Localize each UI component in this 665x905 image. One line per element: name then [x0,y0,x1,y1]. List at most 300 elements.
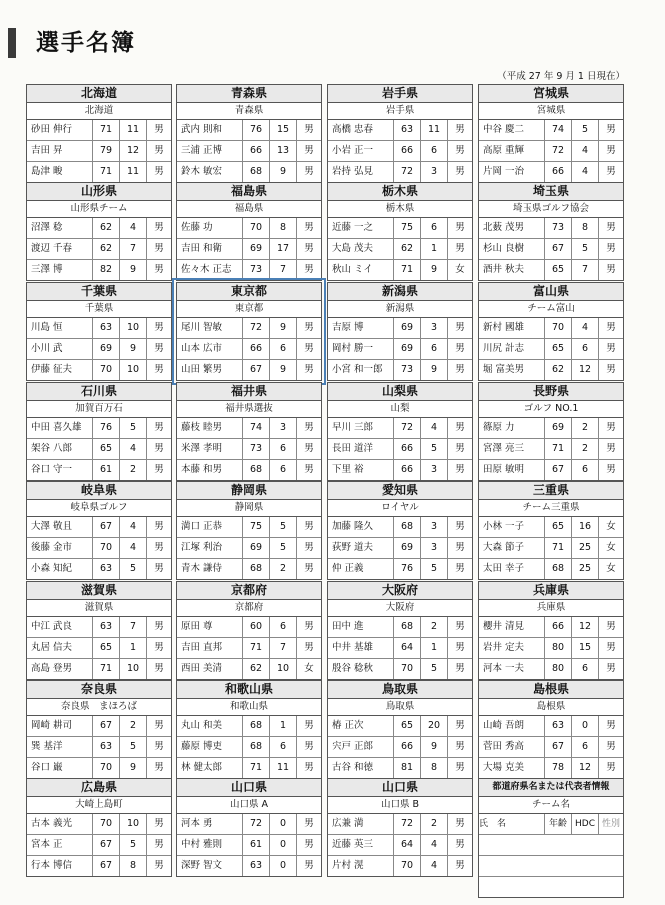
player-age: 67 [93,835,120,855]
player-sex: 男 [154,264,164,275]
header-hdc: HDC [572,814,599,834]
player-row [177,758,321,778]
player-name: 中井 基雄 [328,638,394,658]
player-sex: 男 [606,621,616,632]
team-name: 北海道 [27,103,171,120]
team-name: 京都府 [177,600,321,617]
player-name: 篠原 力 [479,418,545,438]
player-name: 河本 勇 [177,814,243,834]
player-sex: 男 [154,464,164,475]
player-hdc: 3 [421,460,448,480]
player-age: 70 [243,218,270,238]
player-row [328,638,472,659]
team-name: 岐阜県ゴルフ [27,500,171,517]
player-row [177,856,321,876]
player-age: 63 [93,559,120,579]
player-name: 杉山 良樹 [479,239,545,259]
player-hdc: 11 [270,758,297,778]
reference-team-label: チーム名 [479,797,623,814]
prefecture-block [478,581,624,680]
player-name: 吉田 直邦 [177,638,243,658]
player-hdc: 4 [120,439,147,459]
player-row [328,260,472,280]
player-name: 尾川 智敏 [177,318,243,338]
prefecture-name: 島根県 [479,681,623,699]
header-name: 氏 名 [479,814,545,834]
player-sex: 男 [455,145,465,156]
prefecture-name: 岩手県 [328,85,472,103]
prefecture-name: 栃木県 [328,183,472,201]
player-row [328,538,472,559]
player-sex: 男 [304,422,314,433]
player-name: 近藤 英三 [328,835,394,855]
team-name: 和歌山県 [177,699,321,716]
player-row [479,758,623,778]
team-name: チーム三重県 [479,500,623,517]
player-name: 田中 進 [328,617,394,637]
player-sex: 男 [304,563,314,574]
player-row [27,559,171,579]
player-hdc: 1 [421,239,448,259]
player-age: 66 [545,162,572,182]
player-row [177,218,321,239]
player-age: 62 [93,239,120,259]
player-age: 72 [243,318,270,338]
player-hdc: 4 [120,517,147,537]
player-hdc: 11 [421,120,448,140]
player-name: 林 健太郎 [177,758,243,778]
player-hdc: 4 [572,318,599,338]
player-row [479,360,623,380]
player-name: 架谷 八郎 [27,439,93,459]
prefecture-name: 三重県 [479,482,623,500]
player-hdc: 0 [572,716,599,736]
prefecture-block [327,182,473,281]
player-age: 65 [545,260,572,280]
player-hdc: 15 [572,638,599,658]
player-hdc: 6 [572,659,599,679]
team-name: 山形県チーム [27,201,171,218]
player-name: 下里 裕 [328,460,394,480]
prefecture-name: 山梨県 [328,383,472,401]
player-hdc: 2 [421,814,448,834]
player-sex: 男 [455,621,465,632]
player-age: 71 [545,439,572,459]
player-sex: 男 [304,124,314,135]
player-row [479,559,623,579]
player-hdc: 8 [572,218,599,238]
player-row [328,835,472,856]
player-age: 66 [394,141,421,161]
player-name: 小岩 正一 [328,141,394,161]
prefecture-name: 長野県 [479,383,623,401]
player-age: 68 [243,716,270,736]
player-row [328,559,472,579]
player-name: 中谷 慶二 [479,120,545,140]
team-name: 山口県 B [328,797,472,814]
player-row [27,638,171,659]
player-row [177,120,321,141]
prefecture-name: 山口県 [328,779,472,797]
player-row [328,339,472,360]
player-hdc: 2 [572,418,599,438]
player-hdc: 5 [120,418,147,438]
team-name: 大阪府 [328,600,472,617]
player-age: 81 [394,758,421,778]
player-sex: 男 [304,621,314,632]
player-sex: 男 [455,642,465,653]
player-sex: 男 [154,720,164,731]
player-sex: 男 [455,720,465,731]
player-name: 大澤 敬且 [27,517,93,537]
player-row [328,460,472,480]
prefecture-name: 新潟県 [328,283,472,301]
player-row [328,141,472,162]
player-age: 69 [394,538,421,558]
prefecture-block [327,84,473,183]
player-name: 本藤 和男 [177,460,243,480]
player-hdc: 9 [270,360,297,380]
team-name: チーム富山 [479,301,623,318]
player-hdc: 6 [421,218,448,238]
player-hdc: 12 [572,360,599,380]
player-name: 小川 武 [27,339,93,359]
player-age: 79 [93,141,120,161]
player-sex: 男 [455,343,465,354]
player-age: 69 [243,239,270,259]
player-hdc: 4 [120,538,147,558]
player-row [328,418,472,439]
player-row [177,418,321,439]
player-hdc: 12 [572,617,599,637]
player-sex: 男 [154,364,164,375]
player-sex: 男 [304,839,314,850]
player-name: 長田 道洋 [328,439,394,459]
team-name: ロイヤル [328,500,472,517]
prefecture-name: 奈良県 [27,681,171,699]
player-age: 70 [93,360,120,380]
player-hdc: 9 [421,260,448,280]
player-sex: 男 [455,364,465,375]
player-age: 63 [93,737,120,757]
player-sex: 女 [606,563,616,574]
prefecture-name: 北海道 [27,85,171,103]
player-age: 74 [545,120,572,140]
player-age: 74 [243,418,270,438]
prefecture-block [26,182,172,281]
team-name: 滋賀県 [27,600,171,617]
team-name: 宮城県 [479,103,623,120]
player-row [177,260,321,280]
player-name: 片村 滉 [328,856,394,876]
player-name: 山崎 吾朗 [479,716,545,736]
player-row [328,814,472,835]
team-name: 奈良県 まほろば [27,699,171,716]
player-age: 68 [243,737,270,757]
player-age: 71 [243,638,270,658]
player-name: 菅田 秀高 [479,737,545,757]
prefecture-block [327,382,473,481]
player-age: 70 [394,856,421,876]
player-age: 70 [93,758,120,778]
player-sex: 男 [304,642,314,653]
player-hdc: 5 [270,517,297,537]
prefecture-name: 鳥取県 [328,681,472,699]
player-row [27,617,171,638]
player-name: 岡村 勝一 [328,339,394,359]
player-name: 高橋 忠春 [328,120,394,140]
prefecture-name: 静岡県 [177,482,321,500]
player-age: 66 [243,339,270,359]
player-age: 65 [93,439,120,459]
player-name: 川島 恒 [27,318,93,338]
player-row [177,814,321,835]
player-sex: 男 [455,243,465,254]
prefecture-name: 和歌山県 [177,681,321,699]
player-age: 76 [394,559,421,579]
player-hdc: 8 [421,758,448,778]
player-sex: 男 [154,762,164,773]
player-hdc: 6 [270,617,297,637]
prefecture-block [478,481,624,580]
player-row [328,162,472,182]
player-hdc: 6 [572,460,599,480]
player-age: 62 [394,239,421,259]
player-hdc: 7 [270,638,297,658]
player-sex: 男 [304,243,314,254]
player-row [27,517,171,538]
player-age: 62 [545,360,572,380]
player-row [177,239,321,260]
player-sex: 男 [455,818,465,829]
player-hdc: 13 [270,141,297,161]
player-age: 80 [545,638,572,658]
player-sex: 男 [154,839,164,850]
prefecture-block [327,680,473,779]
player-sex: 男 [154,243,164,254]
player-hdc: 17 [270,239,297,259]
player-name: 米澤 孝明 [177,439,243,459]
player-name: 小森 知紀 [27,559,93,579]
player-sex: 男 [455,166,465,177]
player-sex: 男 [455,521,465,532]
player-hdc: 2 [120,716,147,736]
prefecture-name: 山口県 [177,779,321,797]
player-age: 65 [93,638,120,658]
player-hdc: 1 [421,638,448,658]
player-sex: 男 [606,663,616,674]
player-row [479,162,623,182]
player-name: 太田 幸子 [479,559,545,579]
player-hdc: 11 [120,162,147,182]
player-age: 60 [243,617,270,637]
player-hdc: 12 [120,141,147,161]
player-name: 山田 繁男 [177,360,243,380]
player-age: 71 [394,260,421,280]
player-age: 71 [93,120,120,140]
player-name: 深野 智文 [177,856,243,876]
player-sex: 男 [606,741,616,752]
player-row [177,538,321,559]
player-row [27,218,171,239]
player-row [328,360,472,380]
team-name: 静岡県 [177,500,321,517]
player-age: 64 [394,638,421,658]
player-name: 岩持 弘見 [328,162,394,182]
reference-empty-row [479,877,623,897]
player-hdc: 4 [572,162,599,182]
player-name: 岩井 定夫 [479,638,545,658]
player-hdc: 11 [120,120,147,140]
team-name: 千葉県 [27,301,171,318]
player-hdc: 7 [120,617,147,637]
player-row [177,339,321,360]
player-sex: 男 [606,322,616,333]
player-sex: 男 [154,860,164,871]
player-age: 70 [93,814,120,834]
player-hdc: 5 [421,559,448,579]
player-sex: 男 [304,343,314,354]
prefecture-block [327,282,473,381]
player-row [27,120,171,141]
player-sex: 男 [455,322,465,333]
player-row [479,339,623,360]
prefecture-block [478,182,624,281]
player-name: 片岡 一治 [479,162,545,182]
player-age: 75 [394,218,421,238]
player-sex: 男 [606,124,616,135]
player-hdc: 2 [421,617,448,637]
prefecture-block [176,680,322,779]
player-sex: 男 [154,422,164,433]
player-hdc: 7 [572,260,599,280]
player-hdc: 4 [421,856,448,876]
player-age: 67 [93,856,120,876]
player-name: 丸山 和美 [177,716,243,736]
player-row [479,538,623,559]
player-row [27,737,171,758]
player-name: 谷口 守一 [27,460,93,480]
player-row [177,162,321,182]
player-hdc: 6 [572,737,599,757]
player-age: 69 [394,339,421,359]
player-age: 76 [243,120,270,140]
player-age: 68 [394,517,421,537]
player-hdc: 4 [421,418,448,438]
player-name: 岡崎 耕司 [27,716,93,736]
prefecture-name: 福島県 [177,183,321,201]
player-sex: 女 [304,663,314,674]
prefecture-name: 兵庫県 [479,582,623,600]
prefecture-block [176,282,322,381]
player-sex: 男 [304,860,314,871]
player-row [177,559,321,579]
player-name: 谷口 巌 [27,758,93,778]
date-note: （平成 27 年 9 月 1 日現在） [497,71,625,82]
player-name: 大島 茂夫 [328,239,394,259]
player-sex: 男 [154,663,164,674]
player-age: 72 [394,418,421,438]
player-name: 高島 登男 [27,659,93,679]
player-hdc: 7 [270,260,297,280]
player-name: 吉田 昇 [27,141,93,161]
player-hdc: 7 [120,239,147,259]
player-age: 62 [243,659,270,679]
player-sex: 男 [154,443,164,454]
player-hdc: 9 [270,162,297,182]
player-sex: 男 [606,343,616,354]
player-age: 82 [93,260,120,280]
player-hdc: 1 [270,716,297,736]
player-sex: 男 [455,860,465,871]
player-hdc: 10 [120,814,147,834]
player-hdc: 15 [270,120,297,140]
player-name: 椿 正次 [328,716,394,736]
player-row [328,218,472,239]
prefecture-block [176,84,322,183]
player-name: 鈴木 敏宏 [177,162,243,182]
player-name: 小林 一子 [479,517,545,537]
player-hdc: 5 [120,835,147,855]
player-age: 80 [545,659,572,679]
player-hdc: 9 [120,758,147,778]
player-row [328,758,472,778]
player-name: 大場 克美 [479,758,545,778]
player-hdc: 1 [120,638,147,658]
player-name: 丸居 信夫 [27,638,93,658]
player-hdc: 3 [421,162,448,182]
player-row [27,659,171,679]
player-row [479,260,623,280]
player-row [177,318,321,339]
prefecture-block [176,481,322,580]
prefecture-block [327,581,473,680]
player-hdc: 6 [572,339,599,359]
player-name: 川尻 計志 [479,339,545,359]
player-sex: 男 [304,720,314,731]
player-age: 67 [545,239,572,259]
prefecture-block [176,182,322,281]
player-hdc: 8 [270,218,297,238]
player-hdc: 4 [421,835,448,855]
player-sex: 男 [304,762,314,773]
reference-empty-row [479,835,623,856]
player-age: 65 [545,339,572,359]
player-hdc: 2 [572,439,599,459]
player-name: 中江 武良 [27,617,93,637]
header-age: 年齢 [545,814,572,834]
player-name: 近藤 一之 [328,218,394,238]
player-name: 小宮 和一郎 [328,360,394,380]
player-sex: 男 [154,818,164,829]
player-row [328,239,472,260]
prefecture-block [176,581,322,680]
player-name: 宍戸 正郎 [328,737,394,757]
prefecture-name: 富山県 [479,283,623,301]
player-name: 古本 義光 [27,814,93,834]
player-hdc: 6 [270,460,297,480]
player-row [479,318,623,339]
player-sex: 女 [455,264,465,275]
player-sex: 男 [154,542,164,553]
player-age: 63 [243,856,270,876]
player-sex: 男 [455,839,465,850]
player-sex: 男 [154,145,164,156]
player-age: 75 [243,517,270,537]
player-row [27,260,171,280]
player-row [27,538,171,559]
player-hdc: 0 [270,835,297,855]
